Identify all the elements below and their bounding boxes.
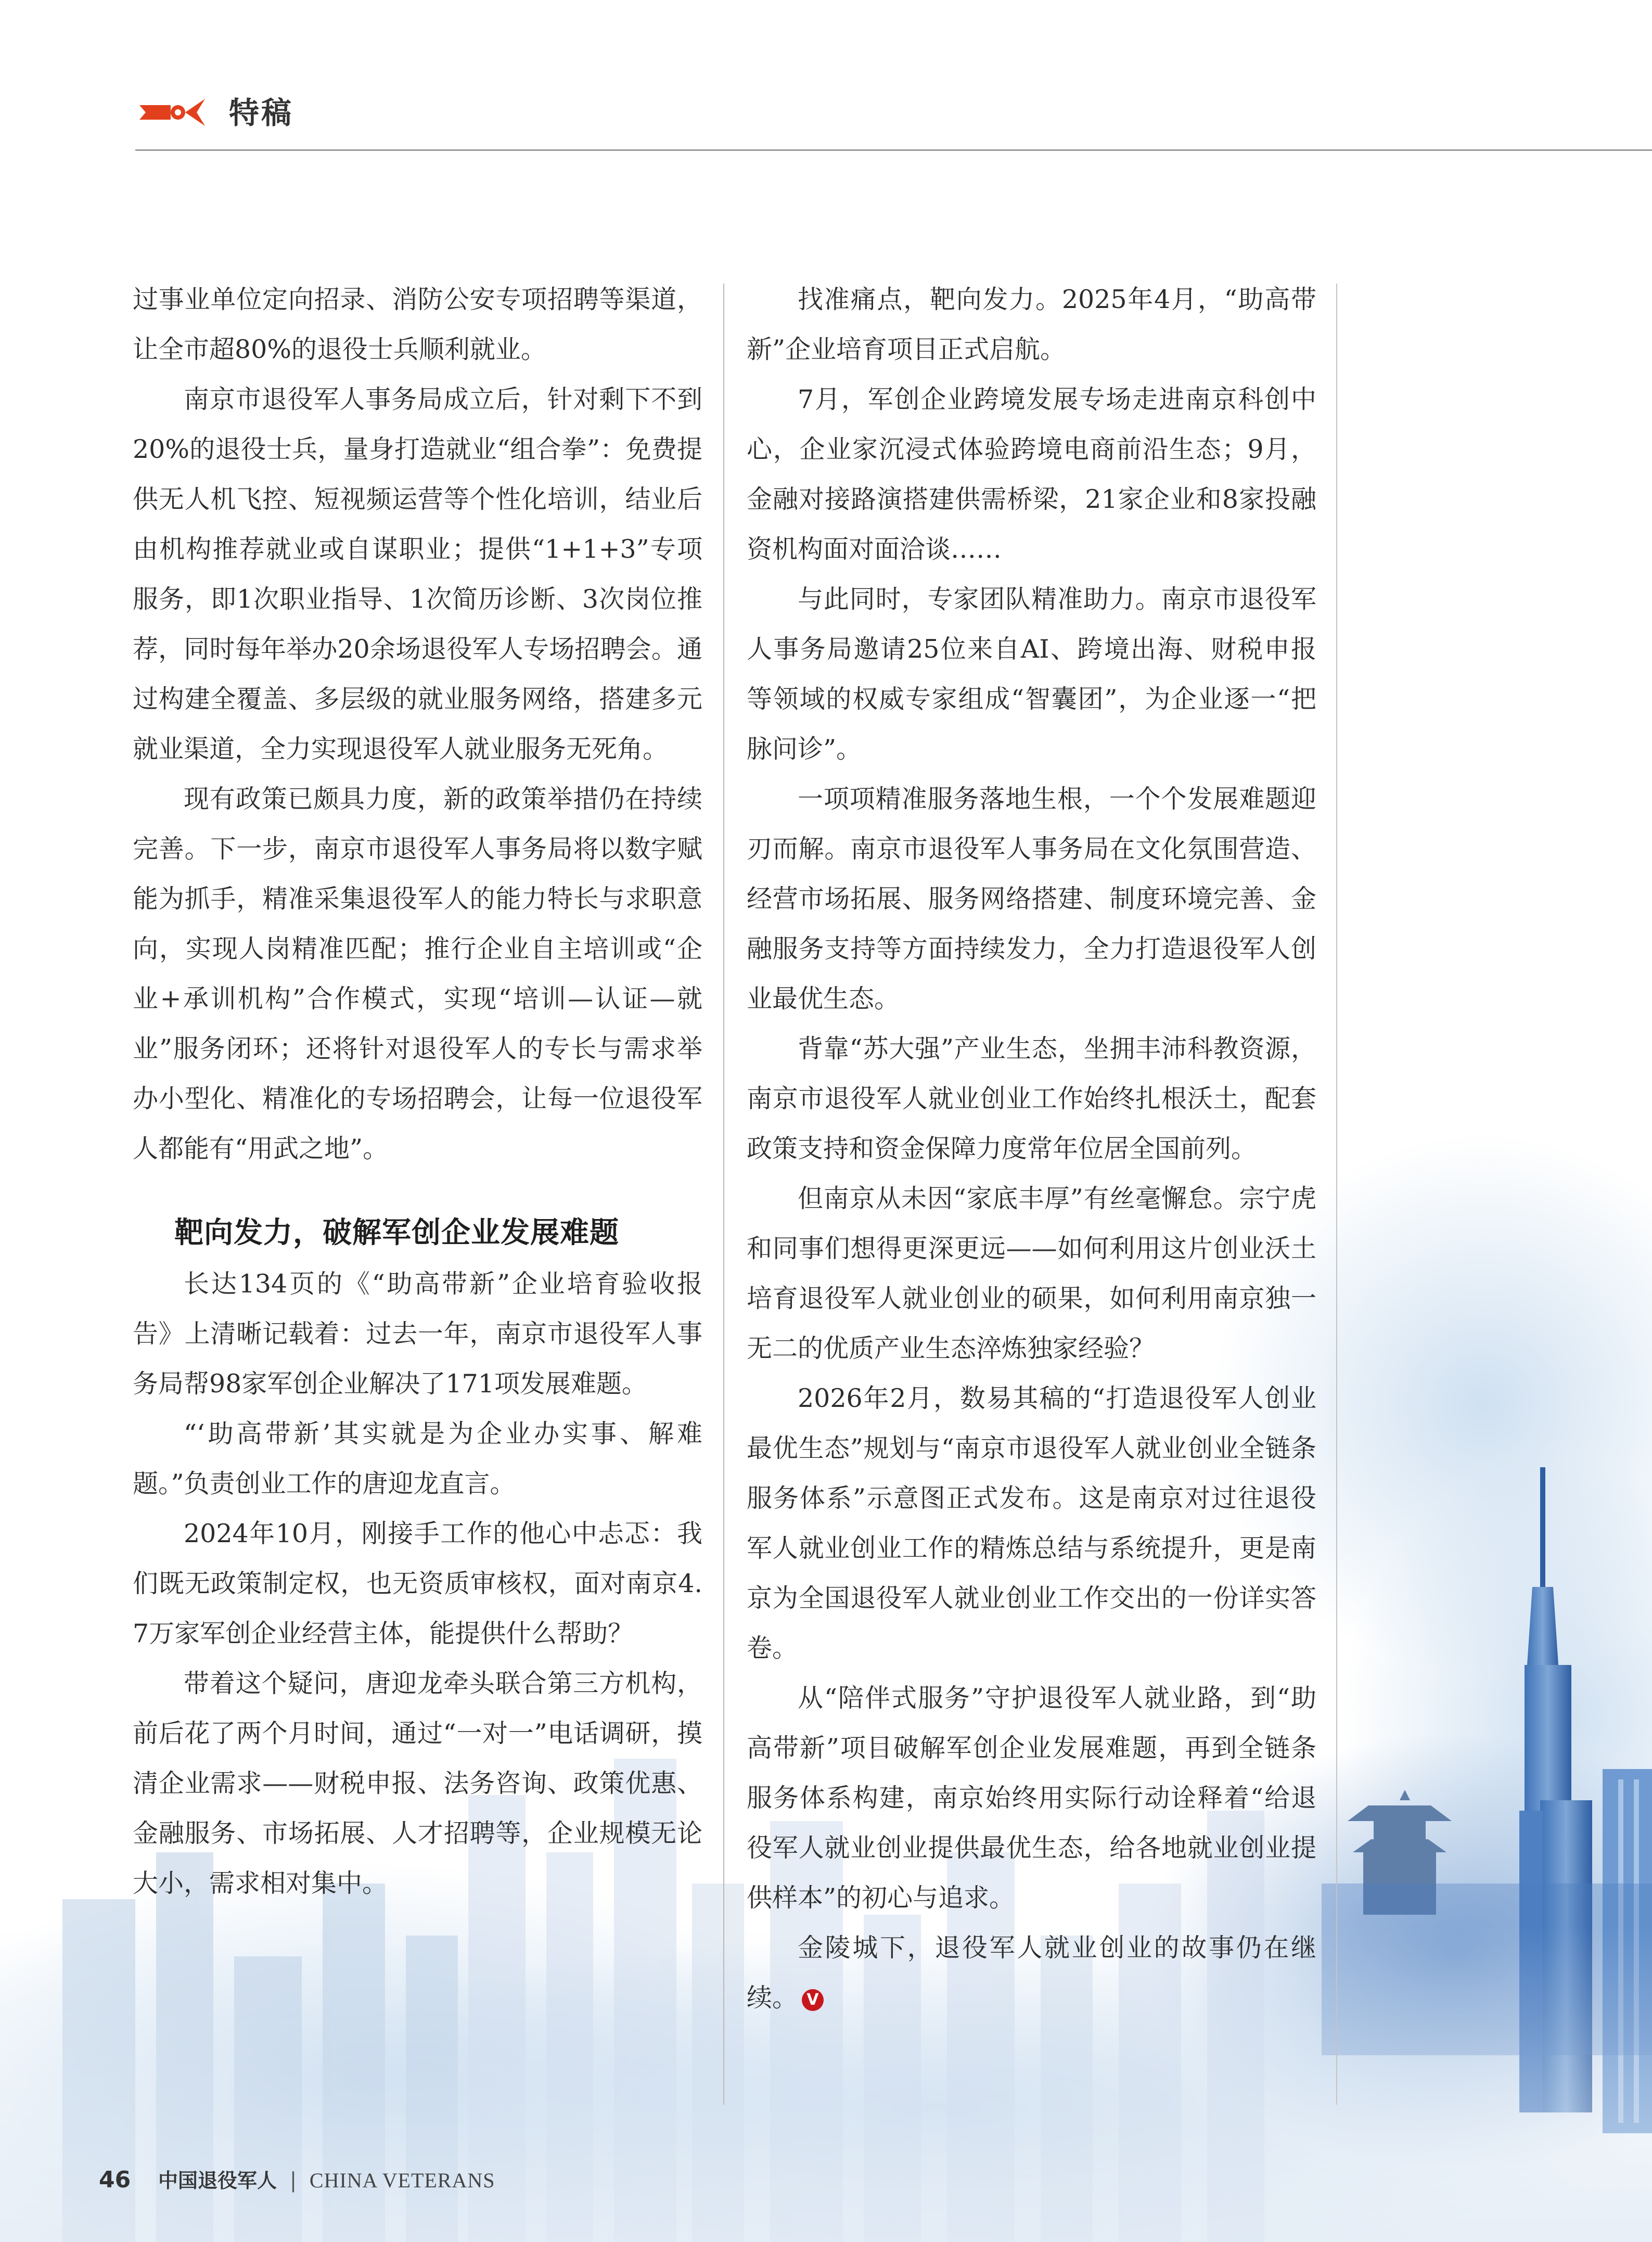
paragraph: 背靠“苏大强”产业生态，坐拥丰沛科教资源，南京市退役军人就业创业工作始终扎根沃土，配套政策支持和资金保障力度常年位居全国前列。 bbox=[747, 1034, 1316, 1163]
paragraph: 一项项精准服务落地生根，一个个发展难题迎刃而解。南京市退役军人事务局在文化氛围营造、经营市场拓展、服务网络搭建、制度环境完善、金融服务支持等方面持续发力，全力打造退役军人创业最优生态。 bbox=[747, 784, 1316, 1014]
magazine-logo-icon bbox=[139, 94, 207, 130]
paragraph: 与此同时，专家团队精准助力。南京市退役军人事务局邀请25位来自AI、跨境出海、财税申报等领域的权威专家组成“智囊团”，为企业逐一“把脉问诊”。 bbox=[747, 584, 1316, 764]
paragraph-final bbox=[747, 1923, 1316, 2023]
paragraph: 7月，军创企业跨境发展专场走进南京科创中心，企业家沉浸式体验跨境电商前沿生态；9月，金融对接路演搭建供需桥梁，21家企业和8家投融资机构面对面洽谈…… bbox=[747, 385, 1316, 564]
paragraph: 南京市退役军人事务局成立后，针对剩下不到20%的退役士兵，量身打造就业“组合拳”：免费提供无人机飞控、短视频运营等个性化培训，结业后由机构推荐就业或自谋职业；提供“1+1+3”专项服务，即1次职业指导、1次简历诊断、3次岗位推荐，同时每年举办20余场退役军人专场招聘会。通过构建全覆盖、多层级的就业服务网络，搭建多元就业渠道，全力实现退役军人就业服务无死角。 bbox=[133, 385, 702, 764]
section-label: 特稿 bbox=[229, 95, 294, 131]
paragraph: 带着这个疑问，唐迎龙牵头联合第三方机构，前后花了两个月时间，通过“一对一”电话调研，摸清企业需求——财税申报、法务咨询、政策优惠、金融服务、市场拓展、人才招聘等，企业规模无论大小，需求相对集中。 bbox=[133, 1669, 702, 1898]
magazine-name-en: CHINA VETERANS bbox=[309, 2169, 495, 2192]
page-number: 46 bbox=[99, 2167, 131, 2193]
footer-separator: | bbox=[289, 2169, 297, 2193]
final-text: 金陵城下，退役军人就业创业的故事仍在继续。 bbox=[747, 1933, 1316, 2013]
magazine-name-cn: 中国退役军人 bbox=[158, 2169, 277, 2192]
paragraph: 找准痛点，靶向发力。2025年4月，“助高带新”企业培育项目正式启航。 bbox=[747, 285, 1316, 364]
paragraph: 但南京从未因“家底丰厚”有丝毫懈怠。宗宁虎和同事们想得更深更远——如何利用这片创业沃土培育退役军人就业创业的硕果，如何利用南京独一无二的优质产业生态淬炼独家经验？ bbox=[747, 1184, 1316, 1363]
paragraph: 现有政策已颇具力度，新的政策举措仍在持续完善。下一步，南京市退役军人事务局将以数字赋能为抓手，精准采集退役军人的能力特长与求职意向，实现人岗精准匹配；推行企业自主培训或“企业+承训机构”合作模式，实现“培训—认证—就业”服务闭环；还将针对退役军人的专长与需求举办小型化、精准化的专场招聘会，让每一位退役军人都能有“用武之地”。 bbox=[133, 784, 702, 1163]
right-column bbox=[747, 275, 1316, 2023]
end-mark-icon: V bbox=[802, 1989, 824, 2011]
paragraph: 2024年10月，刚接手工作的他心中忐忑：我们既无政策制定权，也无资质审核权，面对南京4.7万家军创企业经营主体，能提供什么帮助？ bbox=[133, 1519, 702, 1648]
paragraph: “‘助高带新’其实就是为企业办实事、解难题。”负责创业工作的唐迎龙直言。 bbox=[133, 1419, 702, 1498]
paragraph: 过事业单位定向招录、消防公安专项招聘等渠道，让全市超80%的退役士兵顺利就业。 bbox=[133, 285, 702, 364]
column-divider bbox=[723, 284, 724, 2105]
page-footer bbox=[99, 2164, 495, 2193]
right-margin-rule bbox=[1336, 284, 1337, 2105]
paragraph: 长达134页的《“助高带新”企业培育验收报告》上清晰记载着：过去一年，南京市退役军人事务局帮98家军创企业解决了171项发展难题。 bbox=[133, 1269, 702, 1399]
paragraph: 从“陪伴式服务”守护退役军人就业路，到“助高带新”项目破解军创企业发展难题，再到全链条服务体系构建，南京始终用实际行动诠释着“给退役军人就业创业提供最优生态，给各地就业创业提供样本”的初心与追求。 bbox=[747, 1683, 1316, 1913]
left-column bbox=[133, 275, 702, 1908]
section-heading: 靶向发力，破解军创企业发展难题 bbox=[174, 1216, 619, 1250]
header-rule bbox=[135, 149, 1652, 151]
paragraph: 2026年2月，数易其稿的“打造退役军人创业最优生态”规划与“南京市退役军人就业创业全链条服务体系”示意图正式发布。这是南京对过往退役军人就业创业工作的精炼总结与系统提升，更是南京为全国退役军人就业创业工作交出的一份详实答卷。 bbox=[747, 1383, 1316, 1663]
